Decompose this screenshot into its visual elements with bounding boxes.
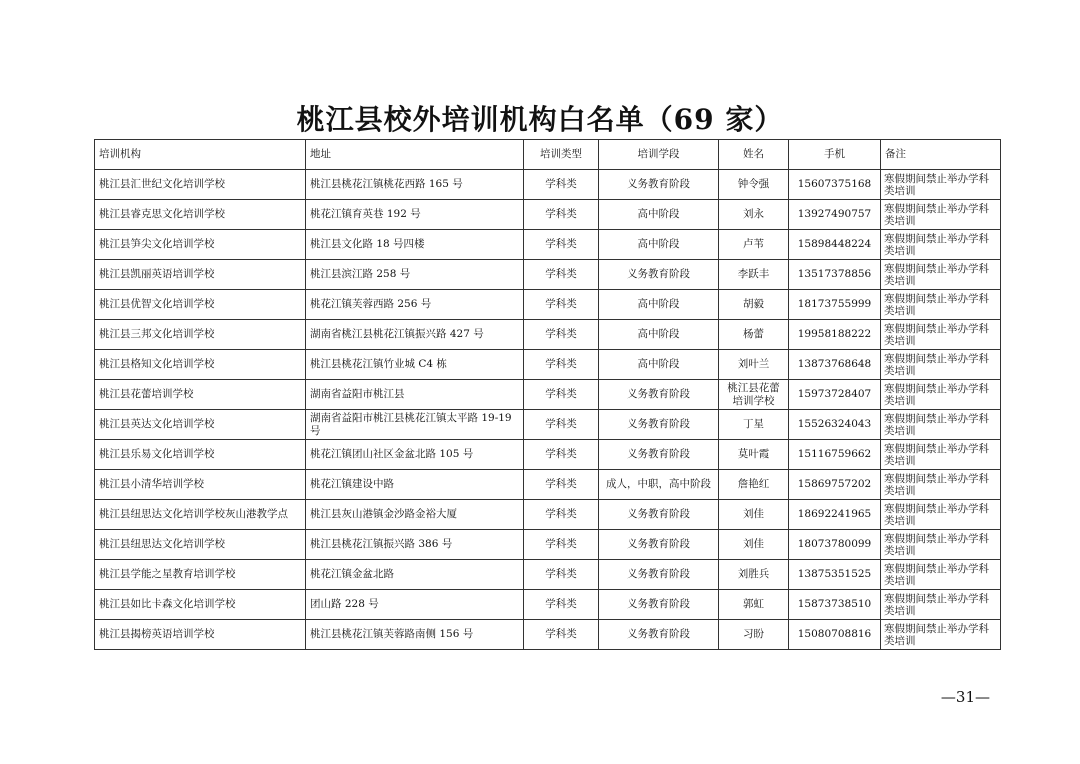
cell-phone: 13517378856 xyxy=(789,260,881,290)
cell-address: 桃花江镇金盆北路 xyxy=(306,560,524,590)
header-name: 姓名 xyxy=(719,140,789,170)
cell-address: 团山路 228 号 xyxy=(306,590,524,620)
cell-institution: 桃江县揭榜英语培训学校 xyxy=(95,620,306,650)
cell-institution: 桃江县格知文化培训学校 xyxy=(95,350,306,380)
cell-type: 学科类 xyxy=(524,350,599,380)
header-stage: 培训学段 xyxy=(599,140,719,170)
table-row xyxy=(95,200,1001,230)
cell-contact-name: 莫叶霞 xyxy=(719,440,789,470)
cell-address: 湖南省益阳市桃江县 xyxy=(306,380,524,410)
cell-stage: 义务教育阶段 xyxy=(599,170,719,200)
cell-stage: 义务教育阶段 xyxy=(599,260,719,290)
cell-contact-name: 丁星 xyxy=(719,410,789,440)
cell-phone: 15607375168 xyxy=(789,170,881,200)
cell-stage: 义务教育阶段 xyxy=(599,620,719,650)
cell-remarks: 寒假期间禁止举办学科类培训 xyxy=(881,230,1001,260)
cell-institution: 桃江县三邦文化培训学校 xyxy=(95,320,306,350)
header-institution: 培训机构 xyxy=(95,140,306,170)
cell-institution: 桃江县小清华培训学校 xyxy=(95,470,306,500)
cell-phone: 19958188222 xyxy=(789,320,881,350)
cell-type: 学科类 xyxy=(524,260,599,290)
cell-stage: 高中阶段 xyxy=(599,230,719,260)
cell-address: 桃江县文化路 18 号四楼 xyxy=(306,230,524,260)
cell-type: 学科类 xyxy=(524,500,599,530)
cell-phone: 15080708816 xyxy=(789,620,881,650)
cell-remarks: 寒假期间禁止举办学科类培训 xyxy=(881,200,1001,230)
cell-contact-name: 钟令强 xyxy=(719,170,789,200)
cell-remarks: 寒假期间禁止举办学科类培训 xyxy=(881,620,1001,650)
cell-contact-name: 詹艳红 xyxy=(719,470,789,500)
table-row xyxy=(95,440,1001,470)
cell-type: 学科类 xyxy=(524,230,599,260)
cell-phone: 13875351525 xyxy=(789,560,881,590)
cell-remarks: 寒假期间禁止举办学科类培训 xyxy=(881,560,1001,590)
cell-type: 学科类 xyxy=(524,590,599,620)
cell-address: 桃江县桃花江镇振兴路 386 号 xyxy=(306,530,524,560)
cell-type: 学科类 xyxy=(524,620,599,650)
cell-address: 桃花江镇芙蓉西路 256 号 xyxy=(306,290,524,320)
cell-remarks: 寒假期间禁止举办学科类培训 xyxy=(881,260,1001,290)
table-row xyxy=(95,470,1001,500)
cell-stage: 义务教育阶段 xyxy=(599,590,719,620)
cell-contact-name: 刘胜兵 xyxy=(719,560,789,590)
cell-institution: 桃江县纽思达文化培训学校灰山港教学点 xyxy=(95,500,306,530)
cell-address: 桃花江镇育英巷 192 号 xyxy=(306,200,524,230)
cell-phone: 15973728407 xyxy=(789,380,881,410)
cell-remarks: 寒假期间禁止举办学科类培训 xyxy=(881,500,1001,530)
cell-stage: 义务教育阶段 xyxy=(599,440,719,470)
table-row xyxy=(95,170,1001,200)
table-row xyxy=(95,260,1001,290)
cell-phone: 18173755999 xyxy=(789,290,881,320)
cell-institution: 桃江县纽思达文化培训学校 xyxy=(95,530,306,560)
cell-type: 学科类 xyxy=(524,320,599,350)
cell-contact-name: 桃江县花蕾培训学校 xyxy=(719,380,789,410)
cell-address: 桃江县滨江路 258 号 xyxy=(306,260,524,290)
cell-address: 湖南省益阳市桃江县桃花江镇太平路 19-19 号 xyxy=(306,410,524,440)
cell-phone: 15116759662 xyxy=(789,440,881,470)
cell-address: 桃江县桃花江镇芙蓉路南侧 156 号 xyxy=(306,620,524,650)
cell-stage: 义务教育阶段 xyxy=(599,410,719,440)
header-remarks: 备注 xyxy=(881,140,1001,170)
cell-contact-name: 刘永 xyxy=(719,200,789,230)
table-header-row xyxy=(95,140,1001,170)
cell-institution: 桃江县花蕾培训学校 xyxy=(95,380,306,410)
cell-stage: 义务教育阶段 xyxy=(599,560,719,590)
cell-stage: 高中阶段 xyxy=(599,200,719,230)
cell-type: 学科类 xyxy=(524,170,599,200)
cell-stage: 成人，中职，高中阶段 xyxy=(599,470,719,500)
cell-remarks: 寒假期间禁止举办学科类培训 xyxy=(881,320,1001,350)
cell-institution: 桃江县如比卡森文化培训学校 xyxy=(95,590,306,620)
cell-phone: 15898448224 xyxy=(789,230,881,260)
page-number: —31— xyxy=(940,688,990,706)
cell-institution: 桃江县乐易文化培训学校 xyxy=(95,440,306,470)
cell-address: 桃江县灰山港镇金沙路金裕大厦 xyxy=(306,500,524,530)
cell-remarks: 寒假期间禁止举办学科类培训 xyxy=(881,590,1001,620)
cell-type: 学科类 xyxy=(524,440,599,470)
cell-contact-name: 刘佳 xyxy=(719,500,789,530)
cell-stage: 义务教育阶段 xyxy=(599,380,719,410)
cell-remarks: 寒假期间禁止举办学科类培训 xyxy=(881,350,1001,380)
cell-type: 学科类 xyxy=(524,410,599,440)
cell-phone: 13927490757 xyxy=(789,200,881,230)
cell-type: 学科类 xyxy=(524,380,599,410)
cell-type: 学科类 xyxy=(524,560,599,590)
table-row xyxy=(95,590,1001,620)
cell-stage: 高中阶段 xyxy=(599,320,719,350)
table-body xyxy=(95,170,1001,650)
table-row xyxy=(95,530,1001,560)
cell-type: 学科类 xyxy=(524,470,599,500)
cell-type: 学科类 xyxy=(524,200,599,230)
cell-address: 桃江县桃花江镇竹业城 C4 栋 xyxy=(306,350,524,380)
table-row xyxy=(95,290,1001,320)
table-row xyxy=(95,380,1001,410)
cell-stage: 高中阶段 xyxy=(599,290,719,320)
table-row xyxy=(95,320,1001,350)
whitelist-table xyxy=(94,139,1001,650)
cell-remarks: 寒假期间禁止举办学科类培训 xyxy=(881,470,1001,500)
cell-stage: 高中阶段 xyxy=(599,350,719,380)
cell-remarks: 寒假期间禁止举办学科类培训 xyxy=(881,170,1001,200)
cell-phone: 18073780099 xyxy=(789,530,881,560)
cell-remarks: 寒假期间禁止举办学科类培训 xyxy=(881,410,1001,440)
cell-type: 学科类 xyxy=(524,530,599,560)
cell-phone: 15873738510 xyxy=(789,590,881,620)
header-phone: 手机 xyxy=(789,140,881,170)
cell-remarks: 寒假期间禁止举办学科类培训 xyxy=(881,530,1001,560)
cell-address: 桃花江镇建设中路 xyxy=(306,470,524,500)
cell-stage: 义务教育阶段 xyxy=(599,530,719,560)
header-address: 地址 xyxy=(306,140,524,170)
cell-institution: 桃江县优智文化培训学校 xyxy=(95,290,306,320)
cell-institution: 桃江县英达文化培训学校 xyxy=(95,410,306,440)
cell-address: 桃花江镇团山社区金盆北路 105 号 xyxy=(306,440,524,470)
cell-institution: 桃江县笋尖文化培训学校 xyxy=(95,230,306,260)
cell-phone: 13873768648 xyxy=(789,350,881,380)
cell-phone: 15869757202 xyxy=(789,470,881,500)
cell-remarks: 寒假期间禁止举办学科类培训 xyxy=(881,290,1001,320)
cell-institution: 桃江县睿克思文化培训学校 xyxy=(95,200,306,230)
cell-type: 学科类 xyxy=(524,290,599,320)
cell-address: 湖南省桃江县桃花江镇振兴路 427 号 xyxy=(306,320,524,350)
cell-contact-name: 杨蕾 xyxy=(719,320,789,350)
table-row xyxy=(95,410,1001,440)
cell-contact-name: 刘叶兰 xyxy=(719,350,789,380)
cell-contact-name: 卢苇 xyxy=(719,230,789,260)
cell-contact-name: 习盼 xyxy=(719,620,789,650)
cell-institution: 桃江县学能之星教育培训学校 xyxy=(95,560,306,590)
table-row xyxy=(95,230,1001,260)
table-row xyxy=(95,350,1001,380)
cell-remarks: 寒假期间禁止举办学科类培训 xyxy=(881,440,1001,470)
document-title: 桃江县校外培训机构白名单（69 家） xyxy=(296,103,784,136)
cell-contact-name: 胡毅 xyxy=(719,290,789,320)
table-row xyxy=(95,500,1001,530)
table-row xyxy=(95,620,1001,650)
cell-contact-name: 郭虹 xyxy=(719,590,789,620)
cell-contact-name: 刘佳 xyxy=(719,530,789,560)
cell-address: 桃江县桃花江镇桃花西路 165 号 xyxy=(306,170,524,200)
cell-institution: 桃江县汇世纪文化培训学校 xyxy=(95,170,306,200)
cell-phone: 18692241965 xyxy=(789,500,881,530)
cell-institution: 桃江县凯丽英语培训学校 xyxy=(95,260,306,290)
cell-contact-name: 李跃丰 xyxy=(719,260,789,290)
cell-phone: 15526324043 xyxy=(789,410,881,440)
table-row xyxy=(95,560,1001,590)
header-type: 培训类型 xyxy=(524,140,599,170)
cell-remarks: 寒假期间禁止举办学科类培训 xyxy=(881,380,1001,410)
cell-stage: 义务教育阶段 xyxy=(599,500,719,530)
